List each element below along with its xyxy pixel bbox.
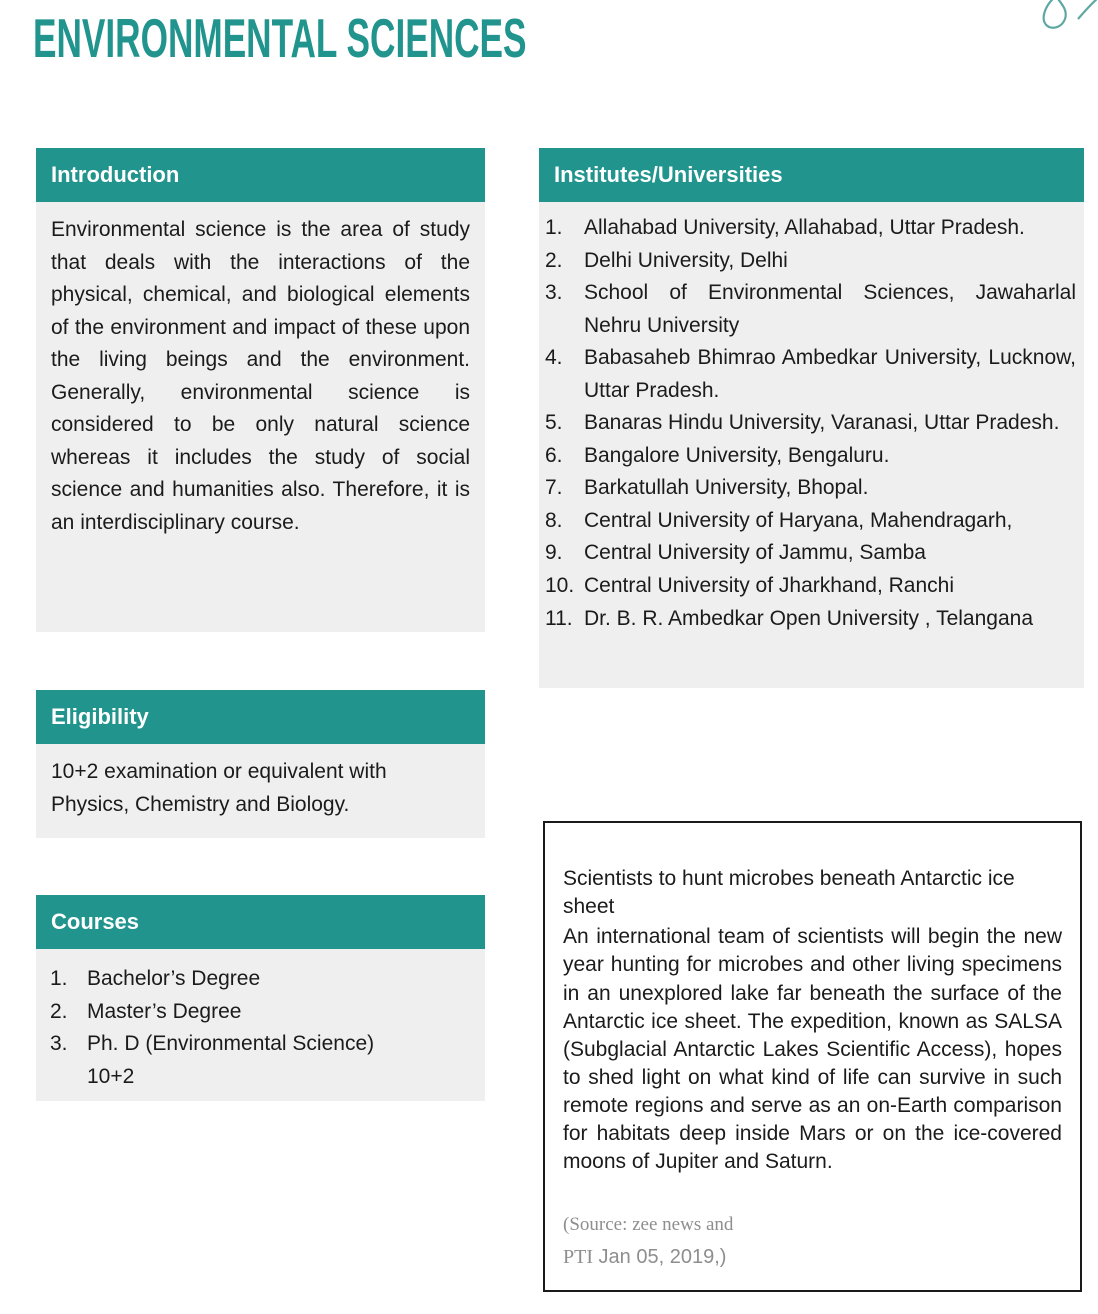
item-number: 6. bbox=[545, 443, 563, 467]
item-number: 3. bbox=[50, 1032, 68, 1056]
swirl-doodle-icon bbox=[1026, 0, 1098, 46]
institute-item bbox=[545, 570, 1076, 603]
institute-item bbox=[545, 407, 1076, 440]
item-number: 9. bbox=[545, 541, 563, 565]
item-number: 2. bbox=[545, 248, 563, 272]
news-source-date: Jan 05, 2019,) bbox=[593, 1245, 727, 1268]
item-number: 7. bbox=[545, 476, 563, 500]
course-item-label: Ph. D (Environmental Science) bbox=[87, 1032, 375, 1056]
item-number: 3. bbox=[545, 281, 563, 305]
introduction-heading: Introduction bbox=[36, 148, 485, 202]
eligibility-text: 10+2 examination or equivalent with Physics, Chemistry and Biology. bbox=[36, 744, 485, 838]
institute-item bbox=[545, 277, 1076, 342]
institute-item bbox=[545, 440, 1076, 473]
institute-item bbox=[545, 245, 1076, 278]
institute-item bbox=[545, 537, 1076, 570]
introduction-text: Environmental science is the area of study that deals with the interactions of the physical, chemical, and biological elements of the environment and impact of these upon the living beings and the environment. Generally, environmental science is considered to be only natural science whereas it includes the study of social science and humanities also. Therefore, it is an interdisciplinary course. bbox=[36, 202, 485, 632]
institute-item-label: Bangalore University, Bengaluru. bbox=[584, 443, 890, 467]
institutes-list bbox=[545, 212, 1076, 635]
institutes-section bbox=[539, 148, 1084, 688]
course-item-label: Master’s Degree bbox=[87, 999, 242, 1023]
item-number: 8. bbox=[545, 508, 563, 532]
course-item bbox=[50, 996, 475, 1029]
institute-item-label: Barkatullah University, Bhopal. bbox=[584, 476, 869, 500]
institute-item-label: Delhi University, Delhi bbox=[584, 248, 788, 272]
item-number: 1. bbox=[545, 216, 563, 239]
institute-item bbox=[545, 342, 1076, 407]
news-callout bbox=[543, 821, 1082, 1292]
institute-item-label: Babasaheb Bhimrao Ambedkar University, Lucknow, Uttar Pradesh. bbox=[584, 346, 1076, 402]
news-source-line1: (Source: zee news and bbox=[563, 1214, 734, 1236]
eligibility-heading: Eligibility bbox=[36, 690, 485, 744]
institute-item-label: Allahabad University, Allahabad, Uttar Pradesh. bbox=[584, 216, 1025, 239]
page-title: ENVIRONMENTAL SCIENCES bbox=[33, 7, 527, 69]
news-headline: Scientists to hunt microbes beneath Antarctic ice sheet bbox=[563, 867, 1015, 919]
eligibility-section bbox=[36, 690, 485, 838]
courses-list bbox=[50, 963, 475, 1061]
course-item bbox=[50, 963, 475, 996]
news-source bbox=[563, 1210, 1062, 1272]
institute-item bbox=[545, 603, 1076, 636]
news-source-line2 bbox=[563, 1241, 1062, 1273]
institute-item-label: Dr. B. R. Ambedkar Open University , Telangana bbox=[584, 606, 1033, 630]
course-item bbox=[50, 1028, 475, 1061]
introduction-section bbox=[36, 148, 485, 632]
news-body: An international team of scientists will begin the new year hunting for microbes and other living specimens in an unexplored lake far beneath the surface of the Antarctic ice sheet. The expedition, known as SALSA (Subglacial Antarctic Lakes Scientific Access), hopes to shed light on what kind of life can survive in such remote regions and serve as an on-Earth comparison for habitats deep inside Mars or on the ice-covered moons of Jupiter and Saturn. bbox=[563, 925, 1062, 1174]
institute-item-label: School of Environmental Sciences, Jawaharlal Nehru University bbox=[584, 281, 1076, 337]
institutes-heading: Institutes/Universities bbox=[539, 148, 1084, 202]
institute-item bbox=[545, 472, 1076, 505]
institute-item-label: Central University of Haryana, Mahendragarh, bbox=[584, 508, 1013, 532]
courses-section bbox=[36, 895, 485, 1101]
institute-item bbox=[545, 212, 1076, 245]
institute-item-label: Central University of Jammu, Samba bbox=[584, 541, 926, 565]
courses-note: 10+2 bbox=[87, 1064, 135, 1088]
item-number: 4. bbox=[545, 346, 563, 370]
item-number: 2. bbox=[50, 999, 68, 1023]
course-item-label: Bachelor’s Degree bbox=[87, 967, 261, 990]
courses-heading: Courses bbox=[36, 895, 485, 949]
item-number: 1. bbox=[50, 967, 68, 990]
news-source-agency: PTI bbox=[563, 1245, 593, 1268]
item-number: 10. bbox=[545, 574, 575, 598]
item-number: 11. bbox=[545, 606, 573, 630]
institute-item-label: Central University of Jharkhand, Ranchi bbox=[584, 574, 955, 598]
item-number: 5. bbox=[545, 411, 563, 435]
institute-item-label: Banaras Hindu University, Varanasi, Uttar Pradesh. bbox=[584, 411, 1060, 435]
institute-item bbox=[545, 505, 1076, 538]
